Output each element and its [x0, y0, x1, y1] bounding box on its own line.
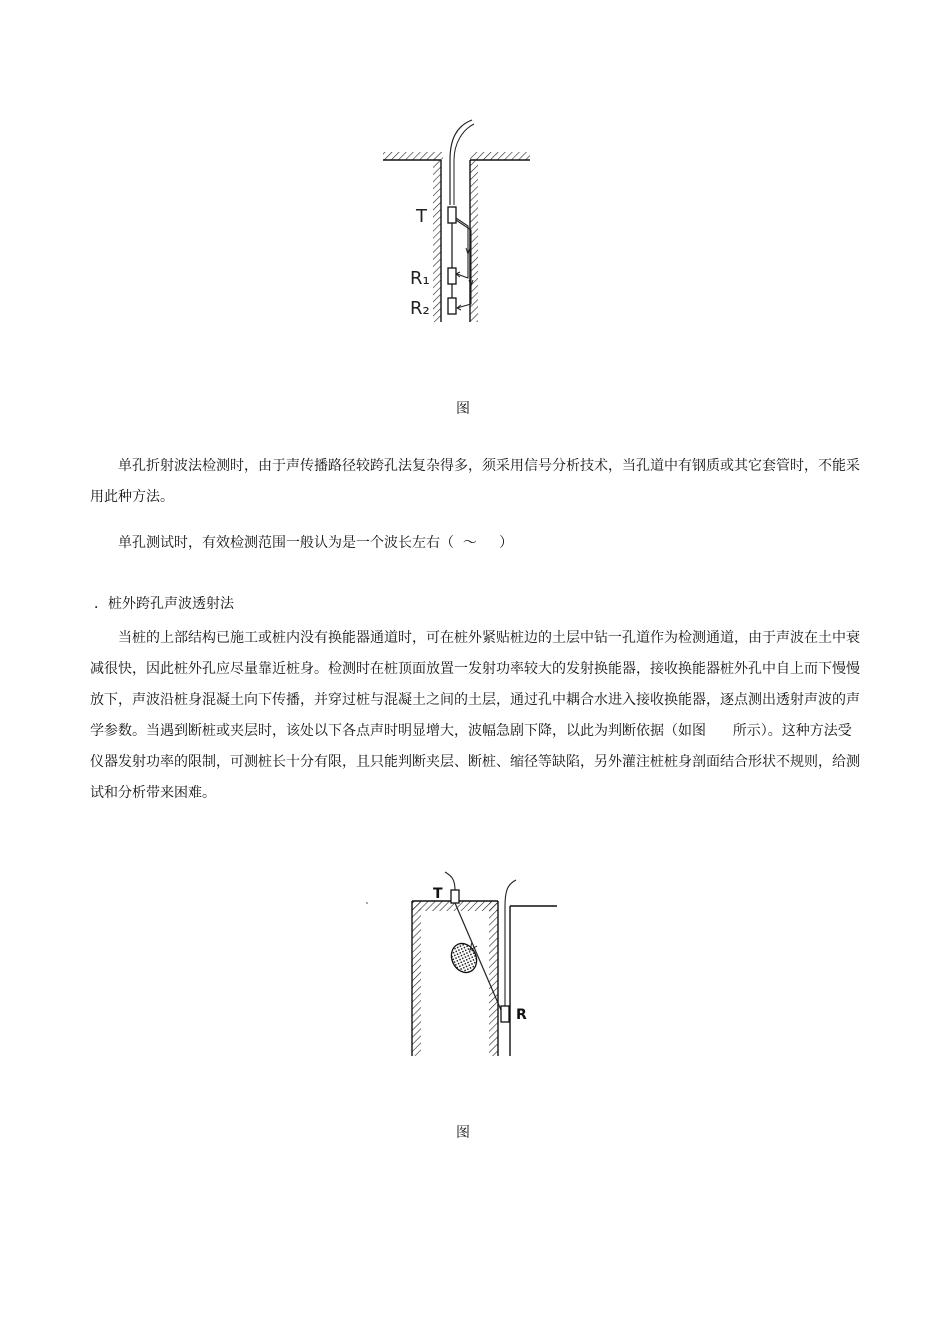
- receiver-R2: [448, 298, 456, 314]
- label-R2: R₂: [410, 298, 430, 319]
- figure-single-hole-diagram: [370, 110, 550, 330]
- figure-external-hole-diagram: [360, 870, 570, 1065]
- ground-left-hatch: [383, 152, 443, 160]
- figure1-caption: 图: [456, 401, 470, 417]
- receiver-R: [501, 1006, 509, 1022]
- label-R: R: [516, 1007, 527, 1023]
- label-T: T: [416, 206, 427, 227]
- cable-T: [445, 872, 455, 890]
- paragraph-range: 单孔测试时，有效检测范围一般认为是一个波长左右（ ～ ）: [118, 535, 514, 551]
- label-T: T: [433, 886, 443, 902]
- wave-path-2: [456, 220, 471, 308]
- paragraph-external-hole: 当桩的上部结构已施工或桩内没有换能器通道时，可在桩外紧贴桩边的土层中钻一孔道作为检测通道，由于声波在土中衰减很快，因此桩外孔应尽量靠近桩身。检测时在桩顶面放置一发射功率较大的发射换能器，接收换能器桩外孔中自上而下慢慢放下，声波沿桩身混凝土向下传播，并穿过桩与混凝土之间的土层，通过孔中耦合水进入接收换能器，逐点测出透射声波的声学参数。当遇到断桩或夹层时，该处以下各点声时明显增大，波幅急剧下降，以此为判断依据（如图 所示）。这种方法受仪器发射功率的限制，可测桩长十分有限，且只能判断夹层、断桩、缩径等缺陷，另外灌注桩桩身剖面结合形状不规则，给测试和分析带来困难。: [90, 630, 860, 801]
- ground-right-hatch: [470, 152, 530, 160]
- figure2-caption: 图: [456, 1125, 470, 1141]
- receiver-R1: [448, 268, 456, 284]
- defect-inclusion: [447, 939, 481, 976]
- wall-left-hatch: [433, 160, 441, 322]
- pile-right-hatch: [489, 901, 498, 1056]
- paragraph-refraction: 单孔折射波法检测时，由于声传播路径较跨孔法复杂得多，须采用信号分析技术，当孔道中有钢质或其它套管时，不能采用此种方法。: [90, 458, 860, 505]
- section-heading: ．桩外跨孔声波透射法: [94, 596, 234, 612]
- pile-left-hatch: [412, 901, 421, 1056]
- transmitter-T: [451, 890, 459, 903]
- stray-dot: [366, 902, 368, 904]
- cable: [450, 120, 472, 205]
- label-R1: R₁: [410, 268, 430, 289]
- transmitter-T: [448, 207, 456, 223]
